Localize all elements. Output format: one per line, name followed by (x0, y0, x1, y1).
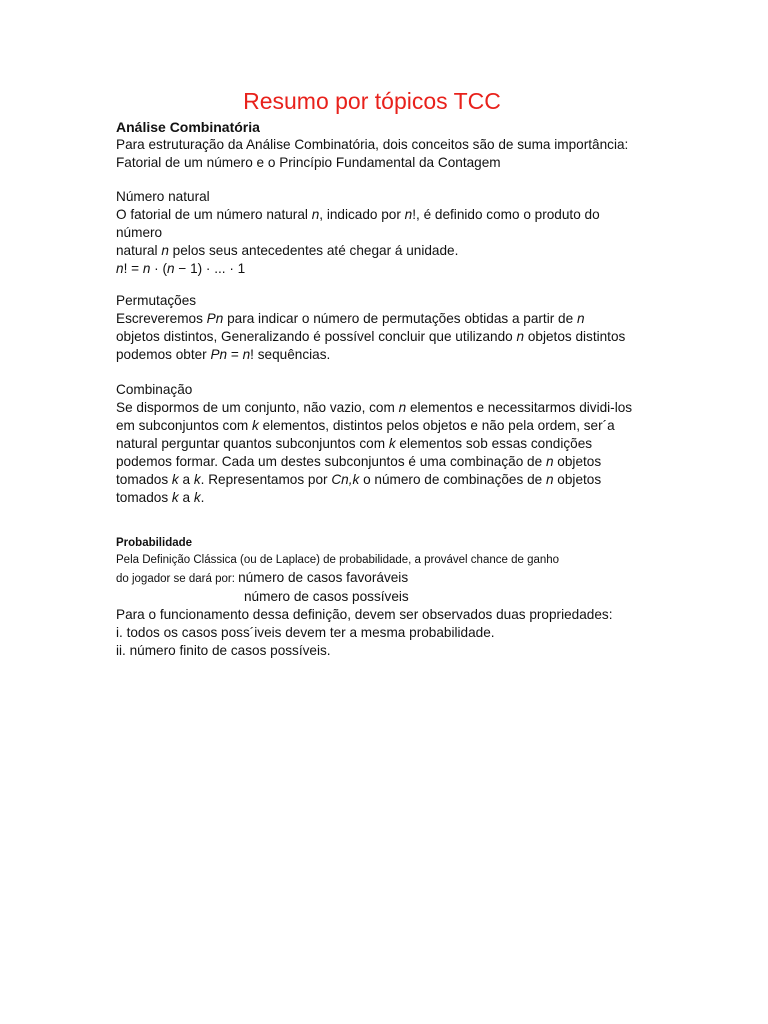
paragraph-line: O fatorial de um número natural n, indicado por n!, é definido como o produto do (116, 207, 600, 222)
paragraph-line: número (116, 225, 163, 240)
list-item: i. todos os casos poss´iveis devem ter a mesma probabilidade. (116, 625, 495, 640)
paragraph-line: natural perguntar quantos subconjuntos com k elementos sob essas condições (116, 436, 593, 451)
paragraph-line: tomados k a k. (116, 490, 205, 505)
paragraph-line: Se dispormos de um conjunto, não vazio, com n elementos e necessitarmos dividi-los (116, 400, 633, 415)
paragraph-line: em subconjuntos com k elementos, distintos pelos objetos e não pela ordem, ser´a (116, 418, 615, 433)
section-permutacoes (116, 292, 676, 364)
paragraph-line: Fatorial de um número e o Princípio Fundamental da Contagem (116, 155, 501, 170)
section-heading: Permutações (116, 293, 197, 308)
section-combinacao (116, 381, 676, 507)
section-heading: Combinação (116, 382, 193, 397)
section-heading: Análise Combinatória (116, 119, 260, 135)
paragraph-line: objetos distintos, Generalizando é possível concluir que utilizando n objetos distintos (116, 329, 626, 344)
list-item: ii. número finito de casos possíveis. (116, 643, 331, 658)
paragraph-line: Pela Definição Clássica (ou de Laplace) de probabilidade, a provável chance de ganho (116, 554, 560, 566)
fraction-numerator: número de casos favoráveis (238, 570, 409, 585)
paragraph-line: natural n pelos seus antecedentes até chegar á unidade. (116, 243, 459, 258)
paragraph-line: podemos formar. Cada um destes subconjuntos é uma combinação de n objetos (116, 454, 602, 469)
paragraph-line: Para o funcionamento dessa definição, devem ser observados duas propriedades: (116, 607, 613, 622)
paragraph-line: tomados k a k. Representamos por Cn,k o número de combinações de n objetos (116, 472, 602, 487)
paragraph-line: do jogador se dará por: número de casos favoráveis (116, 570, 409, 585)
paragraph-line: Escreveremos Pn para indicar o número de permutações obtidas a partir de n (116, 311, 585, 326)
section-heading: Número natural (116, 189, 210, 204)
fraction-denominator: número de casos possíveis (244, 589, 409, 604)
document-title: Resumo por tópicos TCC (243, 88, 501, 114)
paragraph-line: podemos obter Pn = n! sequências. (116, 347, 331, 362)
section-probabilidade (116, 534, 676, 660)
paragraph-line: Para estruturação da Análise Combinatória, dois conceitos são de suma importância: (116, 137, 629, 152)
section-analise-combinatoria (116, 118, 676, 172)
section-heading: Probabilidade (116, 537, 193, 549)
factorial-formula: n! = n · (n − 1) · ... · 1 (116, 261, 246, 276)
section-numero-natural (116, 188, 676, 278)
